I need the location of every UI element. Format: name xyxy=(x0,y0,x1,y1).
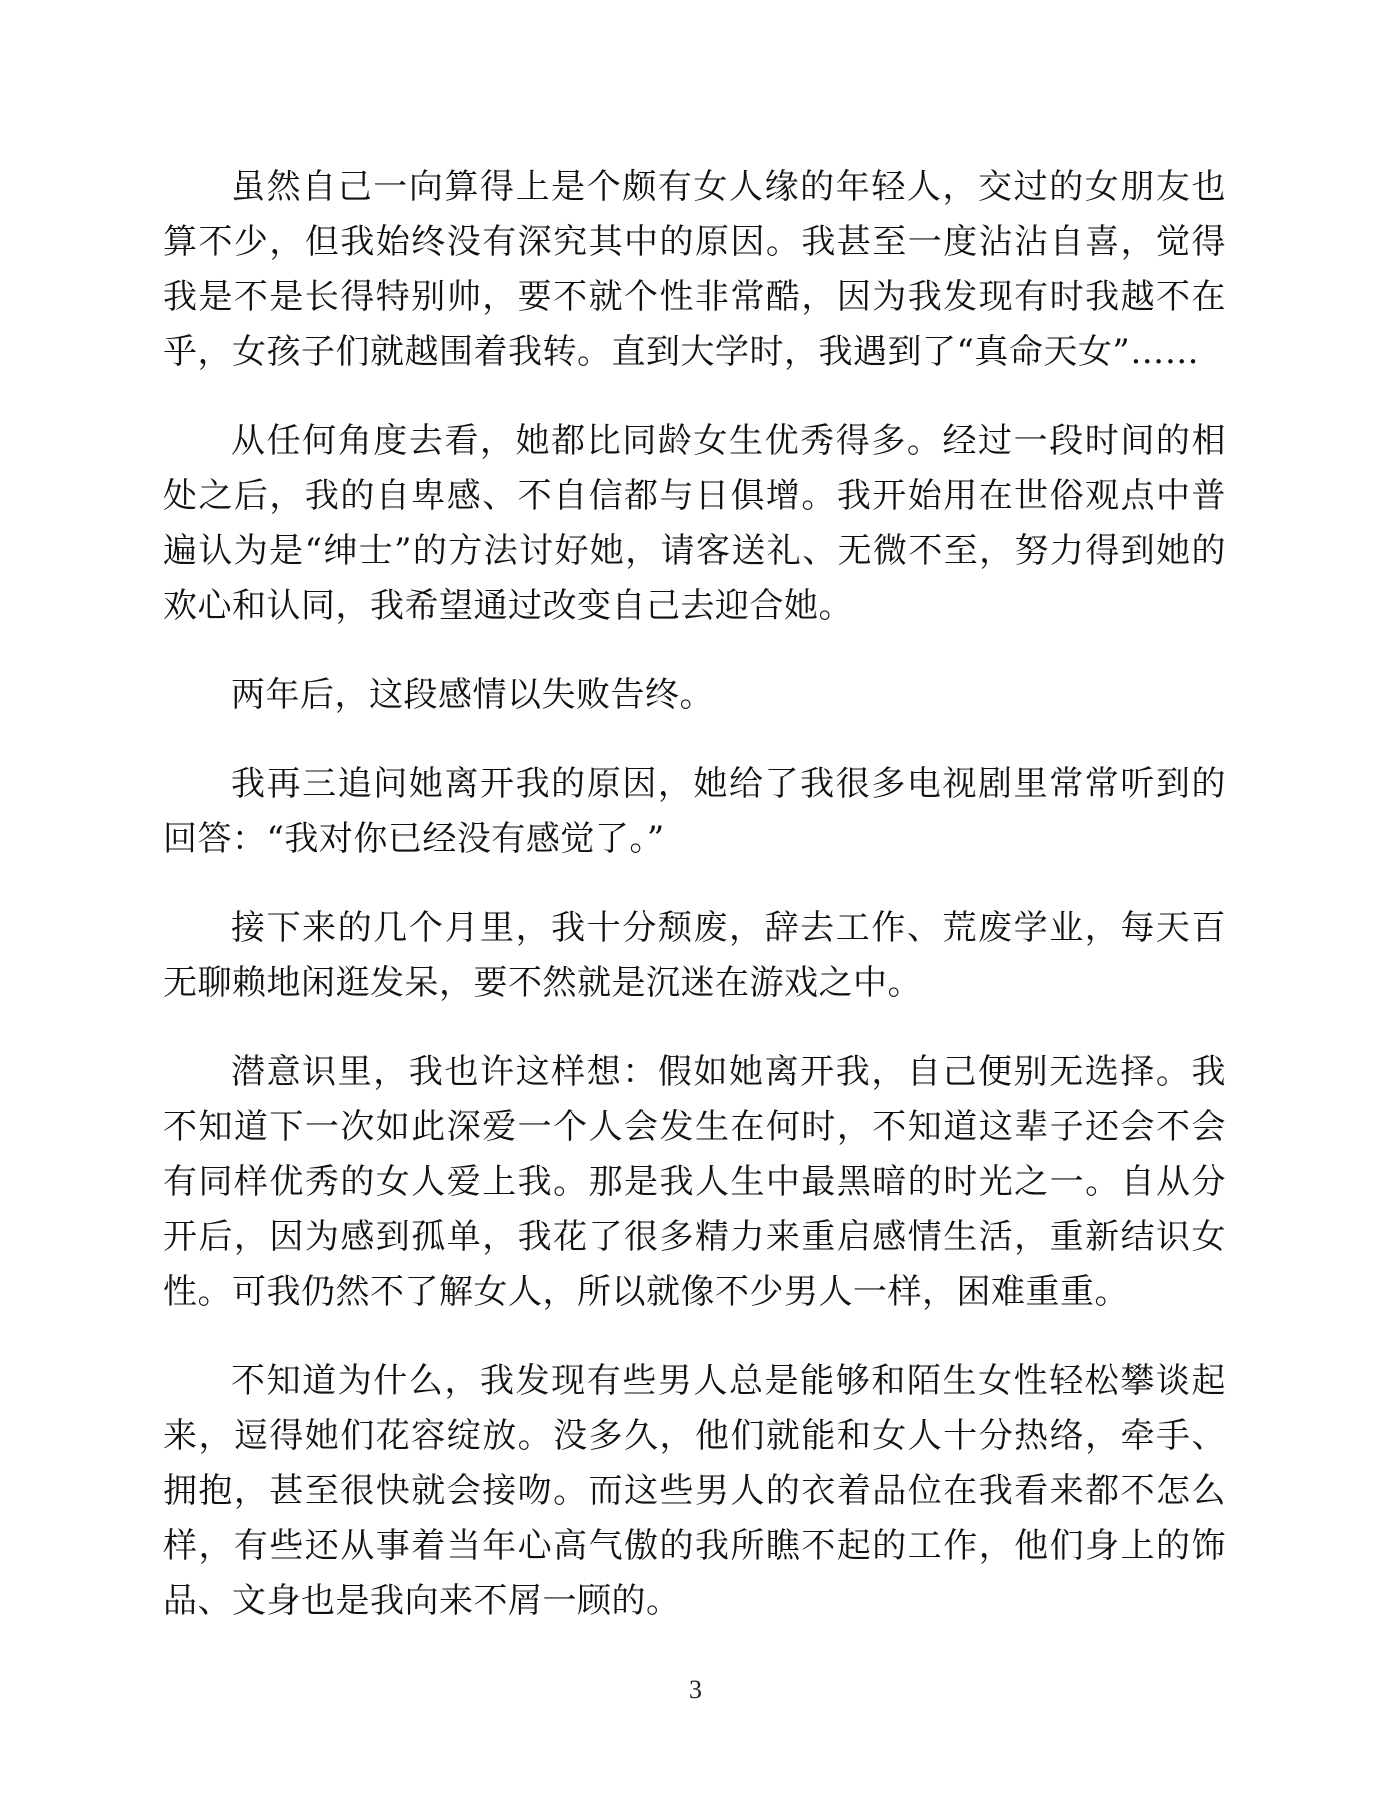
paragraph: 接下来的几个月里，我十分颓废，辞去工作、荒废学业，每天百无聊赖地闲逛发呆，要不然就是沉迷在游戏之中。 xyxy=(163,908,1226,1003)
paragraph: 从任何角度去看，她都比同龄女生优秀得多。经过一段时间的相处之后，我的自卑感、不自信都与日俱增。我开始用在世俗观点中普遍认为是“绅士”的方法讨好她，请客送礼、无微不至，努力得到她的欢心和认同，我希望通过改变自己去迎合她。 xyxy=(163,421,1226,626)
paragraph: 不知道为什么，我发现有些男人总是能够和陌生女性轻松攀谈起来，逗得她们花容绽放。没多久，他们就能和女人十分热络，牵手、拥抱，甚至很快就会接吻。而这些男人的衣着品位在我看来都不怎么样，有些还从事着当年心高气傲的我所瞧不起的工作，他们身上的饰品、文身也是我向来不屑一顾的。 xyxy=(163,1361,1226,1621)
paragraph: 我再三追问她离开我的原因，她给了我很多电视剧里常常听到的回答：“我对你已经没有感觉了。” xyxy=(163,764,1226,859)
paragraph: 潜意识里，我也许这样想：假如她离开我，自己便别无选择。我不知道下一次如此深爱一个人会发生在何时，不知道这辈子还会不会有同样优秀的女人爱上我。那是我人生中最黑暗的时光之一。自从分开后，因为感到孤单，我花了很多精力来重启感情生活，重新结识女性。可我仍然不了解女人，所以就像不少男人一样，困难重重。 xyxy=(163,1052,1226,1312)
page-number: 3 xyxy=(689,1675,702,1704)
body-text xyxy=(163,160,1226,1663)
paragraph: 虽然自己一向算得上是个颇有女人缘的年轻人，交过的女朋友也算不少，但我始终没有深究其中的原因。我甚至一度沾沾自喜，觉得我是不是长得特别帅，要不就个性非常酷，因为我发现有时我越不在乎，女孩子们就越围着我转。直到大学时，我遇到了“真命天女”…… xyxy=(163,167,1226,372)
paragraph: 两年后，这段感情以失败告终。 xyxy=(231,675,714,715)
